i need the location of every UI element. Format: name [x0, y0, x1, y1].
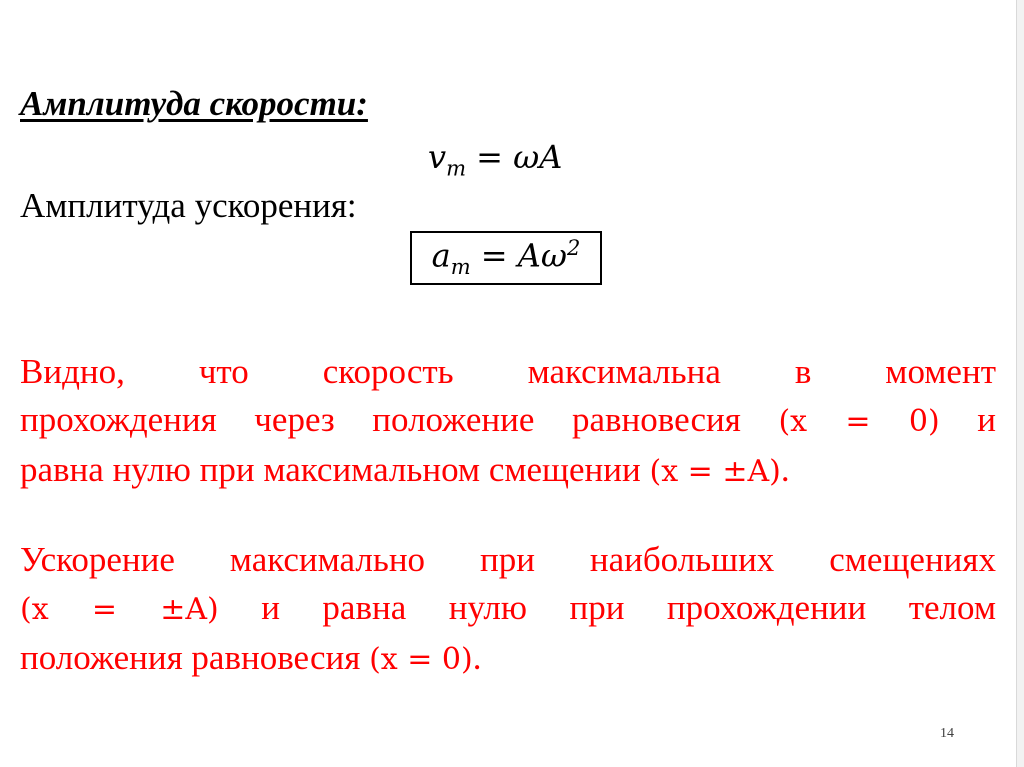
formula-accel-sup: 2	[566, 236, 581, 261]
acceleration-formula-box	[410, 231, 602, 285]
acceleration-explanation-paragraph	[20, 536, 996, 684]
formula-velocity-eq: =	[476, 138, 503, 176]
velocity-amplitude-formula	[428, 138, 562, 180]
paragraph2-line2-text: и равна нулю при прохождении телом	[261, 588, 996, 627]
paragraph2-line2	[20, 584, 996, 634]
paragraph2-line3-math: (x = 0)	[369, 642, 473, 677]
formula-accel-rhs: Aω	[517, 237, 567, 276]
paragraph1-line2	[20, 396, 996, 446]
formula-accel-lhs: a	[431, 237, 451, 276]
paragraph1-line3-text: равна нулю при максимальном смещении	[20, 450, 641, 489]
paragraph1-line3	[20, 446, 996, 496]
paragraph1-line2-text: прохождения через положение равновесия	[20, 400, 741, 439]
formula-velocity-rhs: ωA	[513, 138, 563, 176]
paragraph1-line3-tail: .	[780, 450, 790, 489]
acceleration-amplitude-label: Амплитуда ускорения:	[20, 186, 357, 225]
paragraph2-line1: Ускорение максимально при наибольших смещениях	[20, 540, 996, 579]
paragraph2-line2-math: (x = ±A)	[20, 592, 219, 627]
paragraph2-line3-text: положения равновесия	[20, 638, 361, 677]
formula-velocity-sub: m	[446, 156, 466, 181]
formula-velocity-lhs: v	[428, 138, 447, 176]
formula-accel-sub: m	[450, 255, 471, 280]
acceleration-amplitude-formula	[432, 236, 581, 279]
paragraph2-line3-tail: .	[472, 638, 482, 677]
page-number: 14	[940, 726, 954, 741]
paragraph1-line2-math: (x = 0)	[778, 404, 940, 439]
velocity-amplitude-heading: Амплитуда скорости:	[20, 84, 368, 123]
paragraph1-line2-tail: и	[977, 400, 997, 439]
paragraph1-line1: Видно, что скорость максимальна в момент	[20, 352, 996, 391]
paragraph2-line3	[20, 634, 996, 684]
velocity-explanation-paragraph	[20, 348, 996, 496]
slide-right-edge	[1016, 0, 1024, 767]
formula-accel-eq: =	[480, 237, 508, 276]
paragraph1-line3-math: (x = ±A)	[649, 454, 781, 489]
